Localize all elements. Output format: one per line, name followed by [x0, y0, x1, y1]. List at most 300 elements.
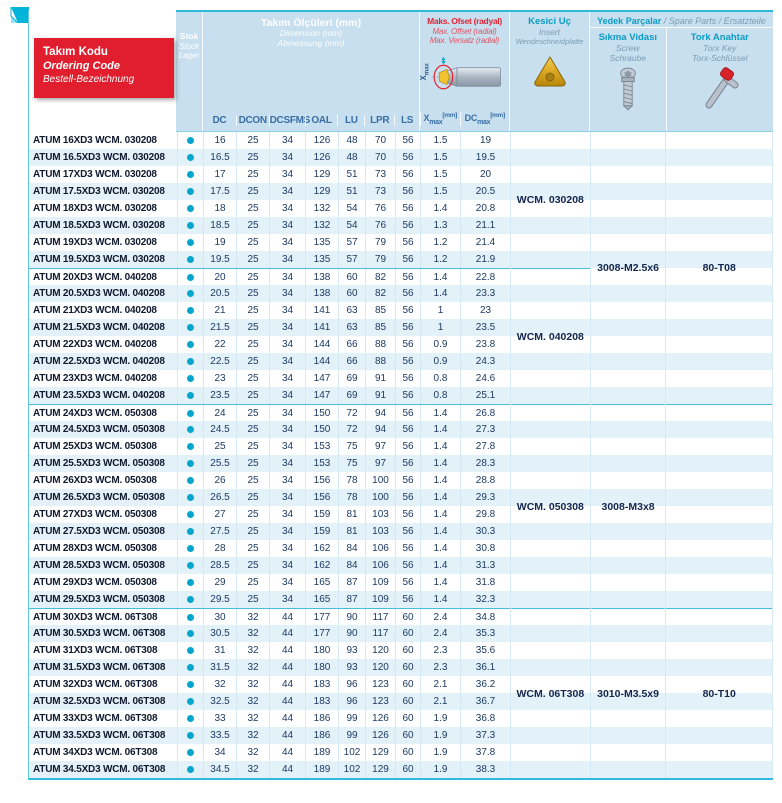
stock-dot-icon [187, 630, 194, 637]
table-row [29, 710, 510, 727]
cell-dcmax: 35.3 [460, 625, 510, 642]
stock-dot-icon [187, 205, 194, 212]
stock-dot-icon [187, 222, 194, 229]
stock-indicator [177, 727, 203, 744]
cell-lpr: 97 [365, 438, 395, 455]
stock-dot-icon [187, 460, 194, 467]
cell-lu: 63 [338, 319, 365, 336]
table-row [29, 370, 510, 387]
cell-dcsfms: 34 [269, 251, 305, 268]
ordering-code-box [34, 38, 174, 98]
cell-xmax: 1.9 [420, 710, 460, 727]
cell-oal: 129 [305, 183, 338, 200]
screw-title-en: Screw [615, 42, 640, 53]
cell-dc: 30 [203, 609, 236, 625]
stock-indicator [177, 166, 203, 183]
tool-code: ATUM 20XD3 WCM. 040208 [33, 271, 157, 283]
cell-ls: 56 [395, 285, 420, 302]
cell-dcmax: 19.5 [460, 149, 510, 166]
table-row [29, 761, 510, 778]
cell-dcsfms: 34 [269, 591, 305, 608]
cell-dcmax: 37.8 [460, 744, 510, 761]
tool-code: ATUM 16.5XD3 WCM. 030208 [33, 152, 165, 163]
cell-lpr: 82 [365, 269, 395, 285]
stock-dot-icon [187, 732, 194, 739]
cell-dcmax: 28.8 [460, 472, 510, 489]
table-row [29, 336, 510, 353]
cell-ls: 56 [395, 591, 420, 608]
torx-column [665, 132, 773, 778]
cell-ls: 60 [395, 761, 420, 778]
torx-group-cell: 80-T08 [702, 262, 736, 274]
cell-dcon: 25 [236, 370, 269, 387]
cell-lpr: 123 [365, 676, 395, 693]
cell-ls: 60 [395, 676, 420, 693]
table-row [29, 234, 510, 251]
col-header-lpr: LPR [364, 115, 394, 126]
table-row [29, 557, 510, 574]
cell-dcon: 25 [236, 285, 269, 302]
cell-dcsfms: 44 [269, 710, 305, 727]
stock-dot-icon [187, 426, 194, 433]
dimensions-header [202, 12, 419, 131]
product-table [28, 10, 773, 780]
cell-dcsfms: 34 [269, 557, 305, 574]
cell-lpr: 103 [365, 523, 395, 540]
table-row [29, 319, 510, 336]
cell-lu: 69 [338, 387, 365, 404]
stock-dot-icon [187, 443, 194, 450]
cell-xmax: 1.4 [420, 489, 460, 506]
cell-oal: 150 [305, 421, 338, 438]
cell-dcsfms: 34 [269, 370, 305, 387]
stock-dot-icon [187, 324, 194, 331]
cell-lu: 60 [338, 269, 365, 285]
cell-ls: 56 [395, 574, 420, 591]
screw-column [590, 132, 666, 778]
cell-dc: 33 [203, 710, 236, 727]
cell-dcon: 25 [236, 387, 269, 404]
cell-oal: 186 [305, 727, 338, 744]
cell-ls: 60 [395, 625, 420, 642]
cell-xmax: 0.8 [420, 370, 460, 387]
tool-code: ATUM 24.5XD3 WCM. 050308 [33, 424, 165, 435]
ordering-code-title-en: Ordering Code [43, 60, 121, 72]
cell-oal: 138 [305, 269, 338, 285]
tool-code: ATUM 19XD3 WCM. 030208 [33, 237, 157, 248]
torx-group-cell [666, 404, 772, 608]
insert-column [510, 132, 590, 778]
cell-dcsfms: 34 [269, 217, 305, 234]
stock-indicator [177, 438, 203, 455]
cell-dcon: 32 [236, 659, 269, 676]
cell-dcon: 25 [236, 421, 269, 438]
cell-ls: 56 [395, 353, 420, 370]
col-header-dcmax: $DC_{max}[mm]$ [460, 112, 509, 126]
cell-dcsfms: 34 [269, 234, 305, 251]
cell-dcsfms: 44 [269, 659, 305, 676]
table-row [29, 183, 510, 200]
cell-dc: 16.5 [203, 149, 236, 166]
cell-dcsfms: 34 [269, 353, 305, 370]
table-row [29, 625, 510, 642]
cell-ls: 56 [395, 269, 420, 285]
stock-dot-icon [187, 375, 194, 382]
tool-code: ATUM 31XD3 WCM. 06T308 [33, 645, 158, 656]
cell-xmax: 1.4 [420, 200, 460, 217]
cell-dcon: 32 [236, 625, 269, 642]
stock-indicator [177, 523, 203, 540]
table-row [29, 727, 510, 744]
cell-dc: 22 [203, 336, 236, 353]
cell-ls: 56 [395, 132, 420, 149]
cell-oal: 177 [305, 609, 338, 625]
cell-dcmax: 22.8 [460, 269, 510, 285]
cell-lu: 51 [338, 166, 365, 183]
cell-oal: 135 [305, 251, 338, 268]
cell-dcmax: 34.8 [460, 609, 510, 625]
cell-dcsfms: 34 [269, 132, 305, 149]
stock-indicator [177, 387, 203, 404]
screw-group-cell: 3010-M3.5x9 [591, 608, 666, 778]
cell-dcsfms: 34 [269, 506, 305, 523]
cell-ls: 56 [395, 421, 420, 438]
cell-dcmax: 23.3 [460, 285, 510, 302]
stock-dot-icon [187, 749, 194, 756]
cell-oal: 147 [305, 370, 338, 387]
cell-dcsfms: 44 [269, 727, 305, 744]
cell-xmax: 2.1 [420, 693, 460, 710]
cell-xmax: 1.4 [420, 523, 460, 540]
table-row [29, 200, 510, 217]
dims-title-de: Abmessung (mm) [277, 37, 345, 48]
cell-dcsfms: 44 [269, 693, 305, 710]
cell-dcsfms: 34 [269, 523, 305, 540]
cell-lpr: 85 [365, 302, 395, 319]
cell-dcon: 25 [236, 217, 269, 234]
col-header-oal: OAL [305, 115, 338, 126]
cell-ls: 56 [395, 472, 420, 489]
cell-ls: 56 [395, 251, 420, 268]
cell-oal: 165 [305, 591, 338, 608]
stock-dot-icon [187, 681, 194, 688]
cell-dcon: 32 [236, 676, 269, 693]
stock-column-header [176, 12, 202, 131]
stock-indicator [177, 472, 203, 489]
stock-indicator [177, 591, 203, 608]
tool-code: ATUM 28.5XD3 WCM. 050308 [33, 560, 165, 571]
stock-dot-icon [187, 171, 194, 178]
cell-dcon: 32 [236, 727, 269, 744]
cell-ls: 56 [395, 455, 420, 472]
torx-group-cell: 80-T10 [666, 608, 772, 778]
tool-code: ATUM 22XD3 WCM. 040208 [33, 339, 157, 350]
cell-lu: 66 [338, 336, 365, 353]
table-row [29, 217, 510, 234]
stock-dot-icon [187, 239, 194, 246]
cell-ls: 60 [395, 642, 420, 659]
stock-dot-icon [187, 154, 194, 161]
table-row [29, 285, 510, 302]
cell-dc: 32 [203, 676, 236, 693]
cell-oal: 177 [305, 625, 338, 642]
cell-dcon: 25 [236, 506, 269, 523]
stock-indicator [177, 489, 203, 506]
stock-dot-icon [187, 256, 194, 263]
cell-ls: 56 [395, 200, 420, 217]
cell-lpr: 76 [365, 200, 395, 217]
cell-lu: 102 [338, 744, 365, 761]
cell-dcmax: 24.3 [460, 353, 510, 370]
stock-indicator [177, 609, 203, 625]
tool-code: ATUM 30.5XD3 WCM. 06T308 [33, 628, 166, 639]
insert-group-cell: WCM. 040208 [511, 268, 590, 404]
torx-key-icon [667, 67, 773, 114]
stock-indicator [177, 217, 203, 234]
cell-dc: 34 [203, 744, 236, 761]
cell-xmax: 2.1 [420, 676, 460, 693]
cell-dcmax: 27.3 [460, 421, 510, 438]
cell-dcmax: 37.3 [460, 727, 510, 744]
cell-lpr: 73 [365, 183, 395, 200]
cell-lu: 99 [338, 727, 365, 744]
stock-indicator [177, 285, 203, 302]
cell-dcmax: 20.5 [460, 183, 510, 200]
insert-group-cell: WCM. 06T308 [511, 608, 590, 778]
offset-subcolumns [420, 109, 509, 131]
cell-dc: 17.5 [203, 183, 236, 200]
cell-dcon: 25 [236, 149, 269, 166]
cell-lu: 48 [338, 132, 365, 149]
cell-dcmax: 36.2 [460, 676, 510, 693]
tool-code: ATUM 34.5XD3 WCM. 06T308 [33, 764, 166, 775]
tool-code: ATUM 25XD3 WCM. 050308 [33, 441, 157, 452]
col-header-lu: LU [337, 115, 364, 126]
cell-lu: 72 [338, 405, 365, 421]
tool-code: ATUM 26.5XD3 WCM. 050308 [33, 492, 165, 503]
cell-lu: 90 [338, 625, 365, 642]
cell-dc: 27.5 [203, 523, 236, 540]
cell-lu: 87 [338, 574, 365, 591]
cell-xmax: 0.8 [420, 387, 460, 404]
cell-dc: 22.5 [203, 353, 236, 370]
cell-ls: 60 [395, 659, 420, 676]
offset-title-en: Max. Offset (radial) [432, 26, 497, 36]
cell-dc: 29.5 [203, 591, 236, 608]
cell-dcsfms: 34 [269, 269, 305, 285]
cell-dcon: 25 [236, 438, 269, 455]
cell-oal: 135 [305, 234, 338, 251]
stock-dot-icon [187, 494, 194, 501]
cell-xmax: 1.4 [420, 455, 460, 472]
table-rows [29, 132, 510, 778]
cell-dc: 28.5 [203, 557, 236, 574]
torx-column-header [666, 28, 773, 131]
cell-dcon: 32 [236, 710, 269, 727]
stock-indicator [177, 353, 203, 370]
cell-dc: 18.5 [203, 217, 236, 234]
cell-ls: 56 [395, 336, 420, 353]
cell-dc: 24 [203, 405, 236, 421]
cell-dcsfms: 34 [269, 438, 305, 455]
cell-dcsfms: 34 [269, 336, 305, 353]
spare-parts-title: Yedek Parçalar / Spare Parts / Ersatzteile [590, 12, 773, 28]
screw-title-de: Schraube [609, 52, 646, 63]
cell-dcsfms: 34 [269, 455, 305, 472]
table-row [29, 608, 510, 625]
cell-xmax: 1 [420, 302, 460, 319]
tool-code: ATUM 31.5XD3 WCM. 06T308 [33, 662, 166, 673]
cell-lpr: 117 [365, 609, 395, 625]
screw-title-tr: Sıkma Vidası [598, 32, 658, 43]
cell-xmax: 2.3 [420, 659, 460, 676]
table-row [29, 353, 510, 370]
cell-xmax: 1.4 [420, 591, 460, 608]
cell-dc: 23.5 [203, 387, 236, 404]
table-row [29, 455, 510, 472]
cell-lu: 54 [338, 217, 365, 234]
stock-indicator [177, 200, 203, 217]
cell-oal: 162 [305, 557, 338, 574]
cell-lpr: 109 [365, 574, 395, 591]
cell-xmax: 1.4 [420, 405, 460, 421]
stock-indicator [177, 455, 203, 472]
cell-oal: 126 [305, 132, 338, 149]
cell-lpr: 103 [365, 506, 395, 523]
table-row [29, 302, 510, 319]
cell-dcmax: 38.3 [460, 761, 510, 778]
table-row [29, 132, 510, 149]
cell-ls: 56 [395, 387, 420, 404]
tool-code: ATUM 27.5XD3 WCM. 050308 [33, 526, 165, 537]
cell-ls: 60 [395, 693, 420, 710]
stock-dot-icon [187, 596, 194, 603]
cell-xmax: 2.4 [420, 625, 460, 642]
table-row [29, 744, 510, 761]
tool-code: ATUM 22.5XD3 WCM. 040208 [33, 356, 165, 367]
cell-lpr: 97 [365, 455, 395, 472]
cell-dcon: 25 [236, 540, 269, 557]
stock-dot-icon [187, 664, 194, 671]
cell-dcmax: 19 [460, 132, 510, 149]
cell-xmax: 1.9 [420, 761, 460, 778]
cell-lpr: 106 [365, 557, 395, 574]
tool-code: ATUM 24XD3 WCM. 050308 [33, 407, 157, 419]
cell-dc: 33.5 [203, 727, 236, 744]
cell-xmax: 2.3 [420, 642, 460, 659]
cell-oal: 150 [305, 405, 338, 421]
cell-lu: 69 [338, 370, 365, 387]
stock-dot-icon [187, 188, 194, 195]
cell-dcsfms: 44 [269, 761, 305, 778]
cell-oal: 144 [305, 336, 338, 353]
screw-column-header [590, 28, 666, 131]
cell-dcmax: 26.8 [460, 405, 510, 421]
cell-xmax: 1.4 [420, 285, 460, 302]
cell-ls: 60 [395, 727, 420, 744]
cell-dcmax: 29.8 [460, 506, 510, 523]
stock-indicator [177, 302, 203, 319]
cell-oal: 126 [305, 149, 338, 166]
cell-ls: 60 [395, 744, 420, 761]
cell-dcsfms: 44 [269, 744, 305, 761]
cell-lu: 90 [338, 609, 365, 625]
stock-dot-icon [187, 528, 194, 535]
cell-xmax: 1.4 [420, 421, 460, 438]
cell-oal: 129 [305, 166, 338, 183]
cell-dcmax: 20 [460, 166, 510, 183]
screw-icon [590, 67, 666, 116]
cell-oal: 156 [305, 472, 338, 489]
insert-group-cell: WCM. 030208 [516, 194, 584, 206]
cell-xmax: 1.4 [420, 557, 460, 574]
cell-oal: 141 [305, 319, 338, 336]
tool-code: ATUM 28XD3 WCM. 050308 [33, 543, 157, 554]
insert-group-cell: WCM. 050308 [511, 404, 590, 608]
cell-lpr: 109 [365, 591, 395, 608]
cell-ls: 56 [395, 234, 420, 251]
cell-dcmax: 36.7 [460, 693, 510, 710]
cell-dcon: 25 [236, 591, 269, 608]
cell-oal: 162 [305, 540, 338, 557]
cell-oal: 138 [305, 285, 338, 302]
cell-dcon: 25 [236, 200, 269, 217]
cell-dcsfms: 34 [269, 183, 305, 200]
table-row [29, 387, 510, 404]
tool-code: ATUM 29XD3 WCM. 050308 [33, 577, 157, 588]
cell-lu: 102 [338, 761, 365, 778]
cell-dc: 19.5 [203, 251, 236, 268]
cell-dcmax: 31.8 [460, 574, 510, 591]
cell-dcmax: 36.1 [460, 659, 510, 676]
cell-dc: 27 [203, 506, 236, 523]
cell-lu: 60 [338, 285, 365, 302]
insert-header [509, 12, 589, 131]
stock-dot-icon [187, 647, 194, 654]
cell-xmax: 1.9 [420, 727, 460, 744]
cell-xmax: 1.3 [420, 217, 460, 234]
cell-oal: 183 [305, 693, 338, 710]
stock-indicator [177, 251, 203, 268]
cell-dcmax: 32.3 [460, 591, 510, 608]
cell-ls: 56 [395, 319, 420, 336]
cell-dc: 18 [203, 200, 236, 217]
cell-oal: 132 [305, 217, 338, 234]
tool-code: ATUM 25.5XD3 WCM. 050308 [33, 458, 165, 469]
stock-indicator [177, 642, 203, 659]
cell-lpr: 120 [365, 642, 395, 659]
cell-lpr: 91 [365, 370, 395, 387]
cell-lu: 51 [338, 183, 365, 200]
cell-lu: 75 [338, 438, 365, 455]
cell-dcsfms: 34 [269, 200, 305, 217]
cell-dcon: 25 [236, 166, 269, 183]
cell-dcon: 32 [236, 642, 269, 659]
cell-lpr: 73 [365, 166, 395, 183]
stock-indicator [177, 405, 203, 421]
cell-ls: 56 [395, 183, 420, 200]
cell-lpr: 129 [365, 761, 395, 778]
cell-lpr: 100 [365, 489, 395, 506]
cell-ls: 56 [395, 540, 420, 557]
table-row [29, 642, 510, 659]
cell-lpr: 70 [365, 132, 395, 149]
tool-code: ATUM 16XD3 WCM. 030208 [33, 135, 157, 146]
cell-xmax: 1.5 [420, 149, 460, 166]
tool-code: ATUM 32XD3 WCM. 06T308 [33, 679, 158, 690]
cell-xmax: 1.2 [420, 234, 460, 251]
cell-xmax: 0.9 [420, 353, 460, 370]
